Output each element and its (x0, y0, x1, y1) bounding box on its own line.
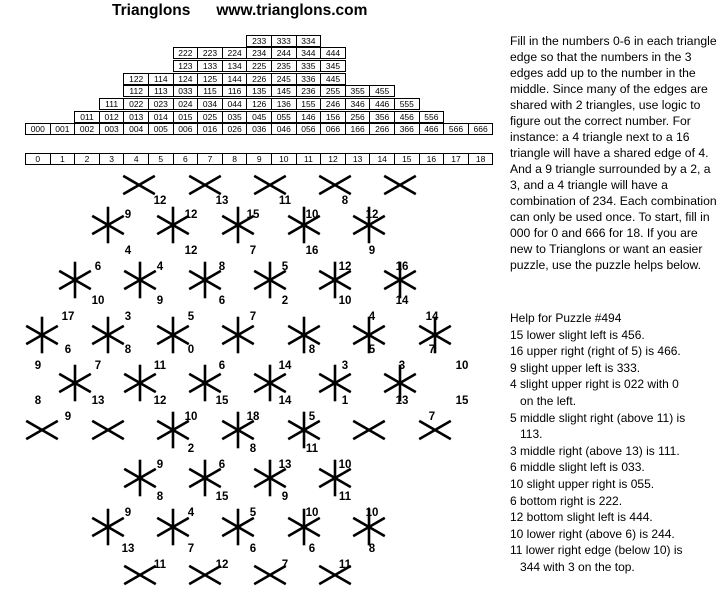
edge-junction (158, 208, 187, 242)
sum-header-cell: 3 (99, 153, 125, 165)
site-name: Trianglons (112, 2, 191, 19)
edge-junction (93, 422, 122, 439)
sum-header-cell: 18 (468, 153, 494, 165)
combination-cell: 011 (74, 111, 100, 123)
combination-cell: 026 (222, 123, 248, 135)
combination-cell: 124 (173, 73, 199, 85)
triangle-sum: 6 (218, 360, 226, 372)
combination-cell: 035 (222, 111, 248, 123)
triangle-sum: 16 (305, 245, 319, 257)
edge-junction (27, 318, 56, 352)
combination-cell: 345 (320, 60, 346, 72)
triangle-sum: 0 (187, 344, 195, 356)
triangle-sum: 6 (249, 543, 257, 555)
sum-header-cell: 14 (369, 153, 395, 165)
instructions-text: Fill in the numbers 0-6 in each triangle edge so that the numbers in the 3 edges add up to the number in the middle. Since many of the edges are shared with 2 triangles, use logic to figure out the correct number. For instance: a 4 triangle next to a 16 triangle will have a shared edge of 4. And a 9 triangle surrounded by a 2, a 3, and a 4 triangle will have a combination of 234. Each combination can only be used once. To start, fill in 000 for 0 and 666 for 18. If you are new to Trianglons or want an easier puzzle, use the puzzle helps below. (510, 34, 717, 272)
combination-cell: 034 (197, 98, 223, 110)
combination-cell: 456 (394, 111, 420, 123)
triangle-sum: 12 (153, 395, 167, 407)
hint-item: 16 upper right (right of 5) is 466. (510, 344, 681, 359)
combination-cell: 145 (271, 85, 297, 97)
sum-header-cell: 4 (123, 153, 149, 165)
edge-junction (223, 318, 252, 352)
sum-header-cell: 12 (320, 153, 346, 165)
triangle-sum: 9 (124, 507, 132, 519)
triangle-sum: 6 (218, 459, 226, 471)
combination-cell: 223 (197, 47, 223, 59)
combination-cell: 225 (246, 60, 272, 72)
triangle-sum: 17 (61, 311, 75, 323)
edge-junction (125, 366, 154, 400)
triangle-sum: 15 (215, 395, 229, 407)
hint-item: 3 middle right (above 13) is 111. (510, 443, 680, 458)
combination-cell: 111 (99, 98, 125, 110)
edge-junction (255, 263, 284, 297)
triangle-sum: 5 (281, 261, 289, 273)
triangle-sum: 7 (281, 559, 289, 571)
triangle-sum: 9 (156, 295, 164, 307)
sum-header-cell: 6 (173, 153, 199, 165)
combination-cell: 245 (271, 73, 297, 85)
triangle-sum: 13 (395, 395, 409, 407)
combination-cell: 356 (369, 111, 395, 123)
combination-cell: 556 (419, 111, 445, 123)
triangle-sum: 9 (64, 411, 72, 423)
triangle-sum: 9 (281, 491, 289, 503)
triangle-sum: 6 (64, 344, 72, 356)
edge-junction (60, 366, 89, 400)
triangle-sum: 3 (398, 360, 406, 372)
triangle-sum: 8 (368, 543, 376, 555)
sum-header-cell: 5 (148, 153, 174, 165)
hint-item: 6 bottom right is 222. (510, 493, 623, 508)
combination-cell: 156 (320, 111, 346, 123)
edge-junction (125, 263, 154, 297)
combination-cell: 234 (246, 47, 272, 59)
combination-cell: 236 (296, 85, 322, 97)
triangle-sum: 5 (187, 311, 195, 323)
combination-cell: 255 (320, 85, 346, 97)
edge-junction (420, 422, 449, 439)
triangle-sum: 6 (94, 261, 102, 273)
sum-header-cell: 16 (419, 153, 445, 165)
triangle-sum: 8 (156, 491, 164, 503)
combination-cell: 446 (369, 98, 395, 110)
combination-cell: 023 (148, 98, 174, 110)
sum-header-cell: 8 (222, 153, 248, 165)
combination-cell: 056 (296, 123, 322, 135)
combination-cell: 055 (271, 111, 297, 123)
sum-header-cell: 10 (271, 153, 297, 165)
sum-header-cell: 17 (443, 153, 469, 165)
combination-cell: 014 (148, 111, 174, 123)
triangle-sum: 8 (124, 344, 132, 356)
sum-header-cell: 1 (50, 153, 76, 165)
edge-junction (125, 461, 154, 495)
triangle-sum: 6 (308, 543, 316, 555)
combination-cell: 235 (271, 60, 297, 72)
help-panel (510, 310, 720, 576)
triangle-sum: 15 (246, 209, 260, 221)
hint-item: 5 middle slight right (above 11) is 113. (510, 410, 686, 442)
edge-junction (354, 422, 383, 439)
combination-cell: 113 (148, 85, 174, 97)
puzzle-lines (27, 177, 449, 584)
triangle-sum: 18 (246, 411, 260, 423)
combination-cell: 004 (123, 123, 149, 135)
edge-junction (93, 510, 122, 544)
triangle-sum: 12 (215, 559, 229, 571)
combination-cell: 112 (123, 85, 149, 97)
combination-cell: 126 (246, 98, 272, 110)
triangle-sum: 12 (153, 195, 167, 207)
help-title: Help for Puzzle #494 (510, 311, 622, 325)
combination-cell: 134 (222, 60, 248, 72)
edge-junction (125, 567, 154, 584)
combination-cell: 346 (345, 98, 371, 110)
triangle-sum: 15 (455, 395, 469, 407)
triangle-sum: 12 (365, 209, 379, 221)
combination-cell: 005 (148, 123, 174, 135)
combination-cell: 144 (222, 73, 248, 85)
triangle-sum: 11 (153, 360, 167, 372)
triangle-sum: 11 (305, 443, 319, 455)
triangle-sum: 4 (156, 261, 164, 273)
edge-junction (320, 177, 349, 194)
triangle-sum: 8 (218, 261, 226, 273)
combination-cell: 116 (222, 85, 248, 97)
triangle-sum: 5 (249, 507, 257, 519)
triangle-sum: 15 (215, 491, 229, 503)
edge-junction (124, 177, 153, 194)
triangle-sum: 4 (124, 245, 132, 257)
triangle-sum: 6 (218, 295, 226, 307)
sum-header-cell: 13 (345, 153, 371, 165)
combination-cell: 006 (173, 123, 199, 135)
triangle-sum: 9 (368, 245, 376, 257)
combination-cell: 045 (246, 111, 272, 123)
site-url: www.trianglons.com (216, 2, 368, 19)
combination-cell: 003 (99, 123, 125, 135)
combination-cell: 444 (320, 47, 346, 59)
combination-cell: 246 (320, 98, 346, 110)
combination-cell: 000 (25, 123, 51, 135)
hint-item: 10 lower right (above 6) is 244. (510, 526, 675, 541)
puzzle-numbers (35, 195, 469, 571)
combination-cell: 133 (197, 60, 223, 72)
triangle-sum: 14 (278, 360, 292, 372)
triangle-sum: 1 (341, 395, 349, 407)
sum-header-cell: 0 (25, 153, 51, 165)
combination-cell: 115 (197, 85, 223, 97)
triangle-sum: 13 (215, 195, 229, 207)
edge-junction (255, 567, 284, 584)
combination-cell: 224 (222, 47, 248, 59)
combination-cell: 244 (271, 47, 297, 59)
combination-cell: 666 (468, 123, 494, 135)
triangle-sum: 10 (365, 507, 379, 519)
triangle-sum: 3 (124, 311, 132, 323)
triangle-sum: 8 (308, 344, 316, 356)
combination-cell: 366 (394, 123, 420, 135)
triangle-sum: 10 (305, 209, 319, 221)
combination-cell: 555 (394, 98, 420, 110)
hint-item: 4 slight upper right is 022 with 0 on the left. (510, 377, 679, 408)
sum-header-cell: 15 (394, 153, 420, 165)
hint-item: 12 bottom slight left is 444. (510, 510, 653, 525)
triangle-sum: 8 (341, 195, 349, 207)
triangle-sum: 10 (455, 360, 469, 372)
sum-header-cell: 11 (296, 153, 322, 165)
triangle-sum: 14 (425, 311, 439, 323)
combination-cell: 044 (222, 98, 248, 110)
triangle-sum: 4 (368, 311, 376, 323)
combination-cell: 036 (246, 123, 272, 135)
combination-cell: 024 (173, 98, 199, 110)
triangle-sum: 12 (184, 245, 198, 257)
combination-cell: 136 (271, 98, 297, 110)
hint-item: 6 middle slight left is 033. (510, 460, 645, 475)
triangle-sum: 10 (184, 411, 198, 423)
combination-cell: 445 (320, 73, 346, 85)
triangle-sum: 13 (91, 395, 105, 407)
triangle-sum: 8 (249, 443, 257, 455)
edge-junction (93, 318, 122, 352)
triangle-sum: 4 (187, 507, 195, 519)
edge-junction (158, 510, 187, 544)
combination-cell: 016 (197, 123, 223, 135)
combination-cell: 222 (173, 47, 199, 59)
combination-table (0, 0, 500, 175)
edge-junction (223, 510, 252, 544)
combination-cell: 123 (173, 60, 199, 72)
combination-cell: 002 (74, 123, 100, 135)
combination-cell: 066 (320, 123, 346, 135)
combination-cell: 355 (345, 85, 371, 97)
edge-junction (190, 263, 219, 297)
triangle-sum: 5 (368, 344, 376, 356)
combination-cell: 166 (345, 123, 371, 135)
combination-cell: 226 (246, 73, 272, 85)
combination-cell: 344 (296, 47, 322, 59)
triangle-sum: 11 (338, 559, 352, 571)
triangle-sum: 10 (305, 507, 319, 519)
triangle-sum: 8 (34, 395, 42, 407)
hint-item: 10 slight upper right is 055. (510, 476, 655, 491)
triangle-sum: 10 (338, 295, 352, 307)
combination-cell: 114 (148, 73, 174, 85)
triangle-sum: 7 (428, 344, 436, 356)
edge-junction (255, 177, 284, 194)
hint-item: 11 lower right edge (below 10) is 344 with 3 on the top. (510, 543, 683, 574)
combination-cell: 466 (419, 123, 445, 135)
combination-cell: 146 (296, 111, 322, 123)
combination-cell: 122 (123, 73, 149, 85)
combination-cell: 333 (271, 35, 297, 47)
combination-cell: 256 (345, 111, 371, 123)
combination-cell: 033 (173, 85, 199, 97)
triangle-sum: 11 (153, 559, 167, 571)
triangle-sum: 7 (249, 311, 257, 323)
triangle-sum: 12 (184, 209, 198, 221)
edge-junction (385, 177, 414, 194)
puzzle-board (0, 170, 500, 590)
sum-header-cell: 7 (197, 153, 223, 165)
triangle-sum: 7 (187, 543, 195, 555)
combination-cell: 046 (271, 123, 297, 135)
triangle-sum: 11 (338, 491, 352, 503)
combination-cell: 015 (173, 111, 199, 123)
combination-cell: 233 (246, 35, 272, 47)
edge-junction (27, 422, 56, 439)
triangle-sum: 9 (34, 360, 42, 372)
combination-cell: 012 (99, 111, 125, 123)
combination-cell: 566 (443, 123, 469, 135)
edge-junction (93, 208, 122, 242)
triangle-sum: 2 (187, 443, 195, 455)
triangle-sum: 14 (278, 395, 292, 407)
combination-cell: 336 (296, 73, 322, 85)
combination-cell: 022 (123, 98, 149, 110)
triangle-sum: 10 (91, 295, 105, 307)
triangle-sum: 13 (121, 543, 135, 555)
triangle-sum: 2 (281, 295, 289, 307)
hint-item: 15 lower slight left is 456. (510, 327, 645, 342)
sum-header-cell: 9 (246, 153, 272, 165)
triangle-sum: 16 (395, 261, 409, 273)
combination-cell: 334 (296, 35, 322, 47)
triangle-sum: 13 (278, 459, 292, 471)
edge-junction (158, 413, 187, 447)
hint-item: 9 slight upper left is 333. (510, 360, 641, 375)
triangle-sum: 3 (341, 360, 349, 372)
triangle-sum: 9 (156, 459, 164, 471)
triangle-sum: 14 (395, 295, 409, 307)
triangle-sum: 12 (338, 261, 352, 273)
sum-header-cell: 2 (74, 153, 100, 165)
combination-cell: 025 (197, 111, 223, 123)
combination-cell: 455 (369, 85, 395, 97)
triangle-sum: 5 (308, 411, 316, 423)
hint-list (510, 327, 720, 576)
edge-junction (190, 177, 219, 194)
triangle-sum: 7 (249, 245, 257, 257)
edge-junction (60, 263, 89, 297)
combination-cell: 013 (123, 111, 149, 123)
combination-cell: 335 (296, 60, 322, 72)
triangle-sum: 7 (94, 360, 102, 372)
combination-cell: 135 (246, 85, 272, 97)
edge-junction (158, 318, 187, 352)
combination-cell: 125 (197, 73, 223, 85)
combination-cell: 155 (296, 98, 322, 110)
combination-cell: 266 (369, 123, 395, 135)
combination-cell: 001 (50, 123, 76, 135)
edge-junction (190, 461, 219, 495)
triangle-sum: 11 (278, 195, 292, 207)
triangle-sum: 9 (124, 209, 132, 221)
triangle-sum: 10 (338, 459, 352, 471)
triangle-sum: 7 (428, 411, 436, 423)
